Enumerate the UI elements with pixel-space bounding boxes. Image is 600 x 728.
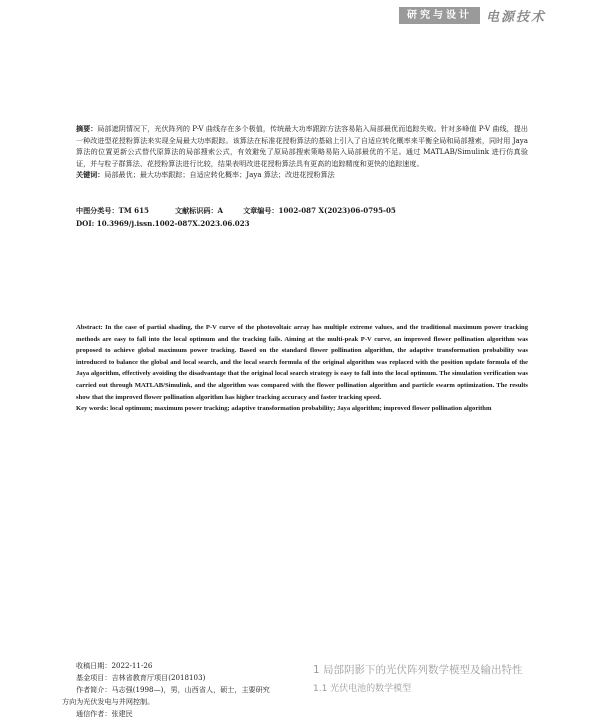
cn-keywords-label: 关键词： xyxy=(76,170,105,180)
classification-line xyxy=(76,205,396,217)
clc-value: TM 615 xyxy=(118,206,149,215)
article-no-label: 文章编号： xyxy=(243,206,279,215)
doi-label: DOI: xyxy=(76,219,95,228)
section-label: 研究与设计 xyxy=(399,7,480,24)
cn-keywords-text: 局部最优；最大功率跟踪；自适应转化概率；Jaya 算法；改进花授粉算法 xyxy=(104,170,335,180)
author-bio-line2: 方向为光伏发电与并网控制。 xyxy=(62,697,155,706)
english-abstract xyxy=(76,322,528,415)
cn-abstract-text: 局部遮阴情况下，光伏阵列的 P-V 曲线存在多个极值，传统最大功率跟踪方法容易陷入局部最优而追踪失败。针对多峰值 P-V 曲线，提出一种改进型花授粉算法来实现全局最大功率跟踪。该算法在标准花授粉算法的基础上引入了自适应转化概率来平衡全局和局部搜索，同时用 Jaya 算法的位置更新公式替代原算法的局部搜索公式，有效避免了原局部搜索策略易陷入局部最优的不足。通过 MATLAB/Simulink 进行仿真验证，并与粒子群算法、花授粉算法进行比较，结果表明改进花授粉算法具有更高的追踪精度和更快的追踪速度。 xyxy=(76,124,529,168)
en-keywords-label: Key words: xyxy=(76,405,109,413)
cn-abstract-label: 摘要： xyxy=(76,124,98,133)
article-no-value: 1002-087 X(2023)06-0795-05 xyxy=(278,206,396,215)
doc-code-value: A xyxy=(217,206,224,215)
author-bio-line1: 作者简介：马志强(1998—)，男，山西省人，硕士，主要研究 xyxy=(76,685,270,694)
fund-project: 基金项目：吉林省教育厅项目(2018103) xyxy=(76,673,206,682)
chinese-abstract xyxy=(76,123,528,181)
clc-label: 中图分类号： xyxy=(76,206,119,215)
received-date: 收稿日期：2022-11-26 xyxy=(76,661,153,670)
doc-code-label: 文献标识码： xyxy=(174,206,218,215)
section-heading-1-1: 1.1 光伏电池的数学模型 xyxy=(313,684,412,694)
doi-value: 10.3969/j.issn.1002-087X.2023.06.023 xyxy=(96,219,250,228)
en-abstract-text: In the case of partial shading, the P-V curve of the photovoltaic array has multiple extreme values, and the traditional maximum power tracking methods are easy to fall into the local optimum and the tracking fails. Aiming at the multi-peak P-V curve, an improved flower pollination algorithm was proposed to achieve global maximum power tracking. Based on the standard flower pollination algorithm, the adaptive transformation probability was introduced to balance the global and local search, and the local search formula of the original algorithm was replaced with the position update formula of the Jaya algorithm, effectively avoiding the disadvantage that the original local search strategy is easy to fall into the local optimum. The simulation verification was carried out through MATLAB/Simulink, and the algorithm was compared with the flower pollination algorithm and particle swarm optimization. The results show that the improved flower pollination algorithm has higher tracking accuracy and faster tracking speed. xyxy=(76,324,528,401)
running-header xyxy=(399,6,546,25)
doi-line xyxy=(76,218,250,230)
journal-brand: 电源技术 xyxy=(485,10,546,25)
en-abstract-label: Abstract: xyxy=(76,324,103,331)
section-heading-1: 1 局部阴影下的光伏阵列数学模型及输出特性 xyxy=(313,664,523,676)
corresponding-author: 通信作者：张建民 xyxy=(76,709,133,718)
en-keywords-text: local optimum; maximum power tracking; adaptive transformation probability; Jaya algorithm; improved flower pollination algorithm xyxy=(110,405,492,413)
